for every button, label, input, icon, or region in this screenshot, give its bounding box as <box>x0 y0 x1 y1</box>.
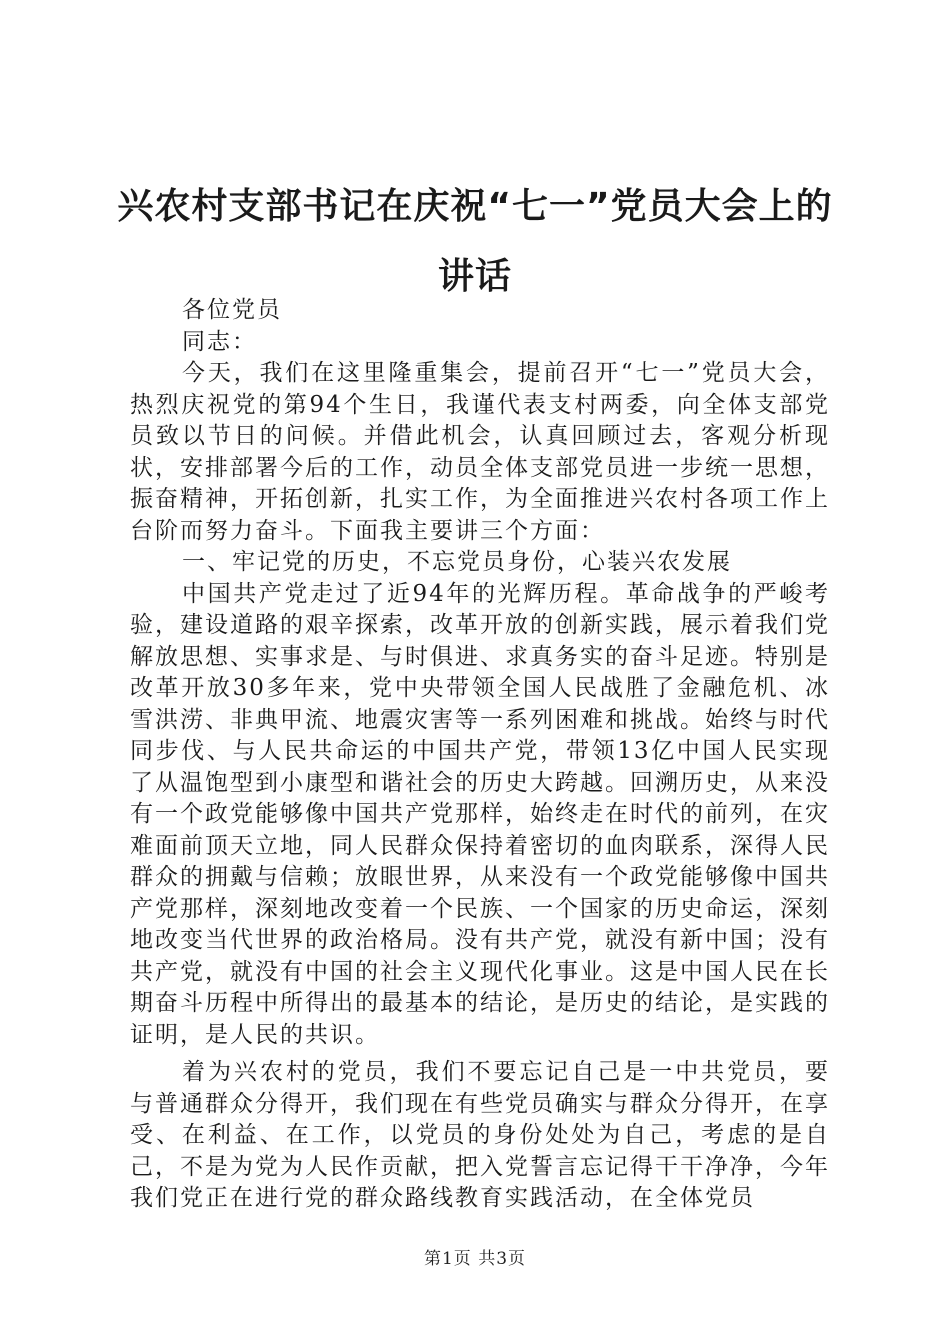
document-body <box>130 295 830 1215</box>
section-heading-1: 一、牢记党的历史，不忘党员身份，心装兴农发展 <box>182 549 732 575</box>
salutation-line-1: 各位党员 <box>182 297 282 323</box>
page-number-footer: 第1页 共3页 <box>423 1249 527 1269</box>
document-title: 兴农村支部书记在庆祝“七一”党员大会上的讲话 <box>117 186 833 297</box>
paragraph-intro: 今天，我们在这里隆重集会，提前召开“七一”党员大会，热烈庆祝党的第94个生日，我谨代表支村两委，向全体支部党员致以节日的问候。并借此机会，认真回顾过去，客观分析现状，安排部署今后的工作，动员全体支部党员进一步统一思想，振奋精神，开拓创新，扎实工作，为全面推进兴农村各项工作上台阶而努力奋斗。下面我主要讲三个方面： <box>130 360 830 544</box>
salutation-line-2: 同志： <box>182 328 257 355</box>
paragraph-history: 中国共产党走过了近94年的光辉历程。革命战争的严峻考验，建设道路的艰辛探索，改革开放的创新实践，展示着我们党解放思想、实事求是、与时俱进、求真务实的奋斗足迹。特别是改革开放30多年来，党中央带领全国人民战胜了金融危机、冰雪洪涝、非典甲流、地震灾害等一系列困难和挑战。始终与时代同步伐、与人民共命运的中国共产党，带领13亿中国人民实现了从温饱型到小康型和谐社会的历史大跨越。回溯历史，从来没有一个政党能够像中国共产党那样，始终走在时代的前列，在灾难面前顶天立地，同人民群众保持着密切的血肉联系，深得人民群众的拥戴与信赖；放眼世界，从来没有一个政党能够像中国共产党那样，深刻地改变着一个民族、一个国家的历史命运，深刻地改变当代世界的政治格局。没有共产党，就没有新中国；没有共产党，就没有中国的社会主义现代化事业。这是中国人民在长期奋斗历程中所得出的最基本的结论，是历史的结论，是实践的证明，是人民的共识。 <box>130 580 830 1048</box>
paragraph-member-identity: 着为兴农村的党员，我们不要忘记自己是一中共党员，要与普通群众分得开，我们现在有些党员确实与群众分得开，在享受、在利益、在工作，以党员的身份处处为自己，考虑的是自己，不是为党为人民作贡献，把入党誓言忘记得干干净净，今年我们党正在进行党的群众路线教育实践活动，在全体党员 <box>130 1059 830 1211</box>
